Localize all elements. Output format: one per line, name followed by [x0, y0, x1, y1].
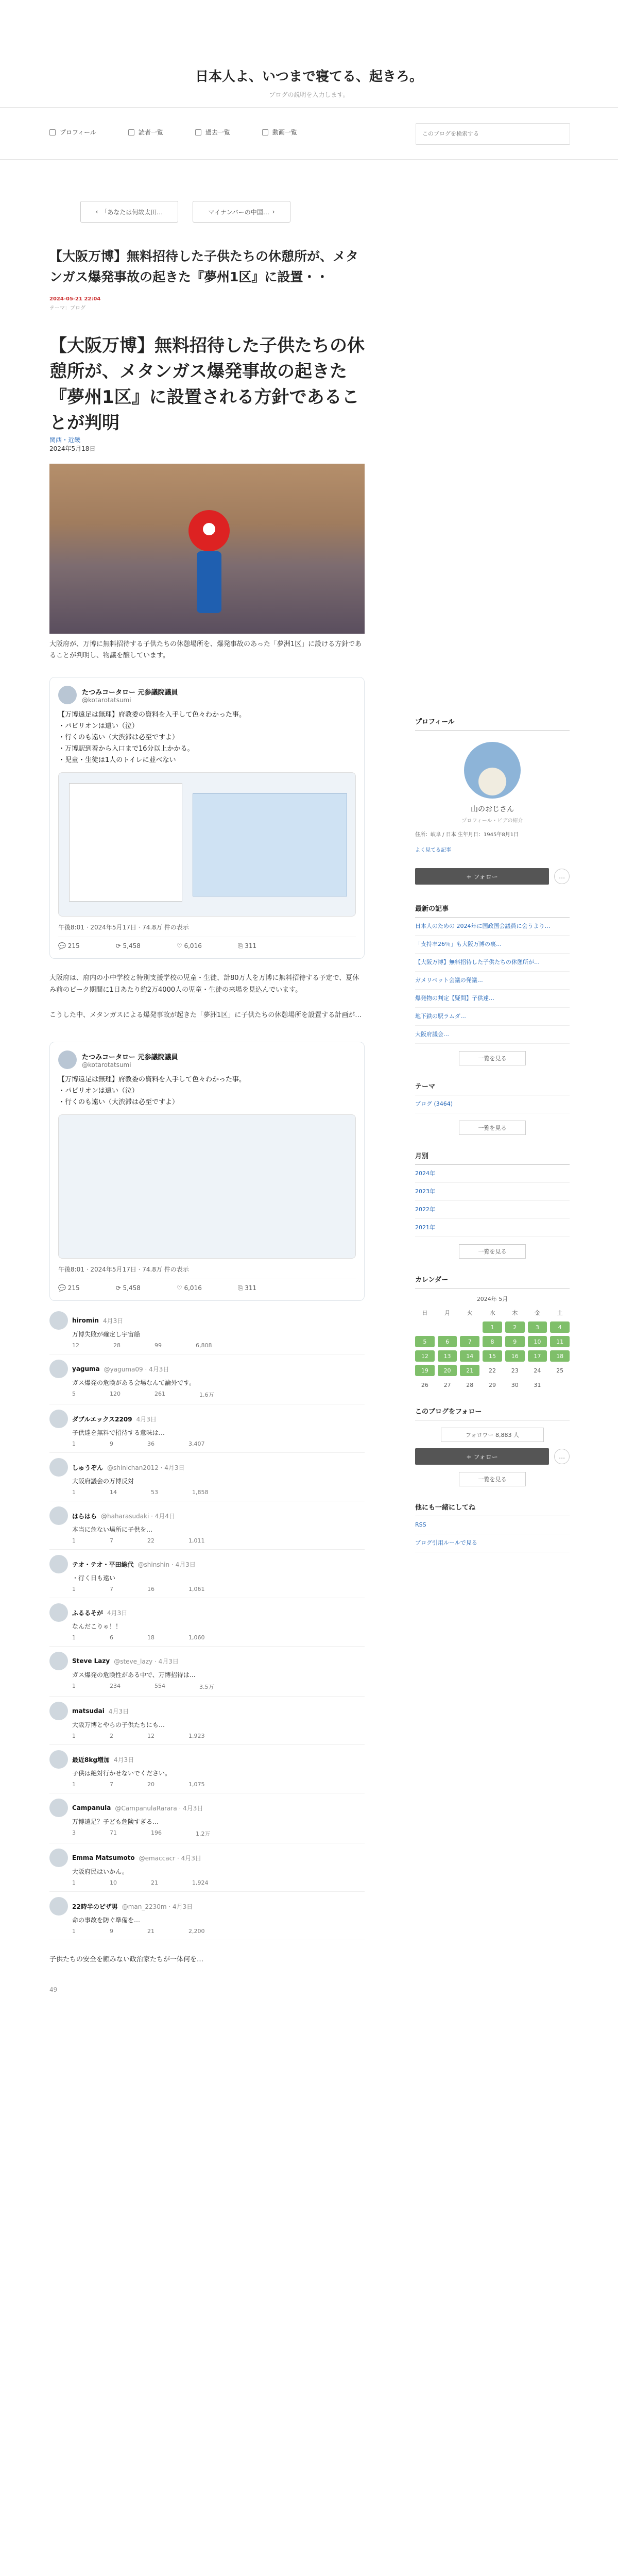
- list-item[interactable]: 「支持率26％」も大阪万博の裏…: [415, 936, 570, 954]
- list-item[interactable]: 2022年: [415, 1201, 570, 1219]
- profile-subtitle: プロフィール・ビデの紹介: [461, 818, 523, 824]
- list-item[interactable]: しゅうぞん @shinichan2012 · 4月3日 大阪府議会の万博反対 1 14 53 1,858: [49, 1453, 365, 1501]
- avatar: [49, 1897, 68, 1916]
- calendar-day[interactable]: 15: [483, 1350, 502, 1362]
- list-item[interactable]: はらはら @haharasudaki · 4月4日 本当に危ない場所に子供を… 1 7 22 1,011: [49, 1501, 365, 1550]
- chevron-left-icon: ‹: [95, 208, 98, 215]
- avatar: [49, 1410, 68, 1428]
- avatar: [49, 1652, 68, 1670]
- chevron-right-icon: ›: [272, 208, 275, 215]
- article-photo: [49, 464, 365, 634]
- list-item[interactable]: 最近8kg増加 4月3日 子供は絶対行かせないでください。 1 7 20 1,075: [49, 1745, 365, 1793]
- list-item[interactable]: 【大阪万博】無料招待した子供たちの休憩所が…: [415, 954, 570, 972]
- list-item[interactable]: Campanula @CampanulaRarara · 4月3日 万博遠足？子ども危険すぎる… 3 71 196 1.2万: [49, 1793, 365, 1843]
- publish-date: 2024年5月18日: [49, 445, 96, 452]
- calendar-day[interactable]: 28: [466, 1381, 474, 1388]
- tweet-image-map[interactable]: [58, 772, 356, 917]
- avatar: [49, 1506, 68, 1525]
- recent-list: [415, 918, 570, 1044]
- tweet-time: 午後8:01 · 2024年5月17日 · 74.8万 件の表示: [58, 924, 189, 931]
- calendar-day[interactable]: 9: [505, 1336, 525, 1347]
- calendar-title: 2024年 5月: [476, 1296, 508, 1302]
- next-entry-button[interactable]: マイナンバーの中国… ›: [193, 201, 290, 223]
- site-title[interactable]: 日本人よ、いつまで寝てる、起きろ。: [195, 69, 423, 84]
- follow-button[interactable]: + フォロー: [415, 1448, 549, 1465]
- calendar-day[interactable]: 10: [528, 1336, 547, 1347]
- calendar-weekday: 火: [467, 1310, 473, 1316]
- calendar-day[interactable]: 25: [556, 1367, 564, 1374]
- tweet-image-map[interactable]: [58, 1114, 356, 1259]
- calendar-day[interactable]: 7: [460, 1336, 479, 1347]
- calendar-day[interactable]: 14: [460, 1350, 479, 1362]
- pencil-icon: [195, 129, 201, 135]
- more-button[interactable]: 一覧を見る: [459, 1121, 526, 1135]
- avatar: [49, 1702, 68, 1720]
- calendar-day: [460, 1321, 479, 1333]
- retweet-icon[interactable]: ⟳ 5,458: [115, 942, 141, 950]
- article-title: 【大阪万博】無料招待した子供たちの休憩所が、メタンガス爆発事故の起きた『夢州1区』に設置される方針であることが判明: [49, 335, 365, 433]
- more-button[interactable]: 一覧を見る: [459, 1051, 526, 1065]
- avatar: [49, 1555, 68, 1573]
- profile-avatar[interactable]: [464, 742, 521, 799]
- archive-heading: 月別: [415, 1150, 570, 1165]
- avatar: [49, 1750, 68, 1769]
- reply-list: [49, 1306, 365, 1940]
- article-paragraph: 子供たちの安全を顧みない政治家たちが一体何を…: [49, 1956, 204, 1963]
- calendar-day[interactable]: 11: [550, 1336, 570, 1347]
- more-button[interactable]: 一覧を見る: [459, 1244, 526, 1259]
- retweet-icon[interactable]: ⟳ 5,458: [115, 1284, 141, 1292]
- avatar: [49, 1603, 68, 1622]
- profile-heading: プロフィール: [415, 716, 570, 731]
- calendar-day[interactable]: 18: [550, 1350, 570, 1362]
- entry-date: 2024-05-21 22:04: [49, 296, 101, 302]
- sidebar: [415, 716, 570, 1552]
- archive-list: [415, 1165, 570, 1237]
- calendar-day: [415, 1321, 435, 1333]
- calendar-weekday: 水: [489, 1310, 495, 1316]
- list-item[interactable]: ダブルエックス2209 4月3日 子供達を無料で招待する意味は… 1 9 36 3,407: [49, 1404, 365, 1453]
- heart-icon[interactable]: ♡ 6,016: [176, 1284, 202, 1292]
- site-header: [0, 0, 618, 107]
- list-item[interactable]: 大阪府議会…: [415, 1026, 570, 1044]
- avatar: [58, 686, 77, 704]
- calendar-day[interactable]: 5: [415, 1336, 435, 1347]
- list-item[interactable]: yaguma @yaguma09 · 4月3日 ガス爆発の危険がある会場なんて論外です。 5 120 261 1.6万: [49, 1354, 365, 1404]
- calendar-day[interactable]: 6: [438, 1336, 457, 1347]
- source-link[interactable]: 関西・近畿: [49, 436, 81, 444]
- rules-link[interactable]: ブログ引用ルールで見る: [415, 1534, 570, 1552]
- site-description: ブログの説明を入力します。: [269, 91, 349, 98]
- list-item[interactable]: テオ・テオ・平田総代 @shinshin · 4月3日 ・行く日も遠い 1 7 16 1,061: [49, 1550, 365, 1598]
- list-icon: [128, 129, 134, 135]
- rss-link[interactable]: RSS: [415, 1516, 570, 1534]
- avatar: [49, 1458, 68, 1477]
- list-item[interactable]: 日本人のための 2024年に国政国会議員に会うより…: [415, 918, 570, 936]
- article-paragraph: こうした中、メタンガスによる爆発事故が起きた「夢洲1区」に子供たちの休憩場所を設置する計画が…: [49, 1011, 362, 1019]
- list-item[interactable]: matsudai 4月3日 大阪万博とやらの子供たちにも… 1 2 12 1,923: [49, 1697, 365, 1745]
- tweet-actions: [58, 937, 356, 950]
- article-paragraph: 大阪府は、府内の小中学校と特別支援学校の児童・生徒、計80万人を万博に無料招待する予定で、夏休み前のピーク期間に1日あたり約2万4000人の児童・生徒の来場を見込んでいます。: [49, 974, 359, 994]
- user-icon: [49, 129, 56, 135]
- avatar: [49, 1849, 68, 1867]
- prev-entry-button[interactable]: ‹ 「あなたは何故太田…: [80, 201, 178, 223]
- followers-heading: このブログをフォロー: [415, 1406, 570, 1420]
- calendar-weekday: 木: [512, 1310, 518, 1316]
- heart-icon[interactable]: ♡ 6,016: [176, 942, 202, 950]
- calendar-day[interactable]: 13: [438, 1350, 457, 1362]
- calendar-day[interactable]: 12: [415, 1350, 435, 1362]
- list-item[interactable]: 22時半のピザ男 @man_2230m · 4月3日 命の事故を防ぐ準備を… 1 9 21 2,200: [49, 1892, 365, 1940]
- calendar-day[interactable]: 24: [534, 1367, 541, 1374]
- calendar-day: [550, 1379, 570, 1391]
- follower-count-link[interactable]: フォロワー 8,883 人: [441, 1428, 544, 1442]
- embedded-tweet[interactable]: たつみコータロー 元参議院議員 @kotarotatsumi 【万博遠足は無理】府教委の資料を入手して色々わかった事。 ・パビリオンは遠い（泣） ・行くのも遠い（大渋滞は必至ですよ） 午後8:01 · 2024年5月17日 · 74.8万 件の表示 💬 215 ⟳ 5,458 ♡ 6,016 ⎘ 311: [49, 1042, 365, 1301]
- calendar-day[interactable]: 30: [511, 1381, 519, 1388]
- calendar-day[interactable]: 21: [460, 1365, 479, 1376]
- calendar-day[interactable]: 1: [483, 1321, 502, 1333]
- avatar: [49, 1360, 68, 1378]
- main-content: [49, 246, 365, 1993]
- profile-link[interactable]: よく見てる記事: [415, 848, 451, 853]
- bookmark-icon[interactable]: ⎘ 311: [237, 942, 257, 950]
- calendar-day[interactable]: 4: [550, 1321, 570, 1333]
- calendar-weekday: 日: [422, 1310, 428, 1316]
- list-item[interactable]: 爆発物の判定【疑問】子供達…: [415, 990, 570, 1008]
- list-item[interactable]: ふるるそが 4月3日 なんだこりゃ！！ 1 6 18 1,060: [49, 1598, 365, 1647]
- calendar-day[interactable]: 27: [443, 1381, 451, 1388]
- profile-name[interactable]: 山のおじさん: [471, 805, 514, 814]
- tweet-time: 午後8:01 · 2024年5月17日 · 74.8万 件の表示: [58, 1266, 189, 1273]
- calendar-day[interactable]: 20: [438, 1365, 457, 1376]
- calendar-weekday: 金: [534, 1310, 540, 1316]
- tweet-body: 【万博遠足は無理】府教委の資料を入手して色々わかった事。 ・パビリオンは遠い（泣） ・行くのも遠い（大渋滞は必至ですよ）: [58, 1076, 246, 1106]
- calendar-day: [438, 1321, 457, 1333]
- reply-icon[interactable]: 💬 215: [58, 1284, 80, 1292]
- entry-pager: [0, 201, 371, 223]
- nav-item-readers[interactable]: 読者一覧: [128, 128, 163, 137]
- extra-heading: 他にも一緒にしてね: [415, 1502, 570, 1516]
- entry-title[interactable]: 【大阪万博】無料招待した子供たちの休憩所が、メタンガス爆発事故の起きた『夢州1区』に設置・・: [49, 249, 359, 284]
- calendar-weekday: 土: [557, 1310, 563, 1316]
- recent-heading: 最新の記事: [415, 903, 570, 918]
- calendar-day[interactable]: 29: [488, 1381, 496, 1388]
- calendar-weekday: 月: [444, 1310, 451, 1316]
- more-options-button[interactable]: …: [554, 869, 570, 884]
- nav-item-archive[interactable]: 過去一覧: [195, 128, 230, 137]
- calendar-day[interactable]: 22: [488, 1367, 496, 1374]
- tweet-body: 【万博遠足は無理】府教委の資料を入手して色々わかった事。 ・パビリオンは遠い（泣） ・行くのも遠い（大渋滞は必至ですよ） ・万博駅到着から入口まで16分以上かかる。 ・児童・生徒は1人のトイレに並べない: [58, 711, 246, 764]
- list-item[interactable]: Steve Lazy @steve_lazy · 4月3日 ガス爆発の危険性がある中で、万博招待は… 1 234 554 3.5万: [49, 1647, 365, 1697]
- avatar: [49, 1311, 68, 1330]
- follow-button[interactable]: + フォロー: [415, 868, 549, 885]
- nav-menu: [49, 128, 297, 137]
- list-item[interactable]: 2024年: [415, 1165, 570, 1183]
- calendar-heading: カレンダー: [415, 1274, 570, 1289]
- calendar: [415, 1295, 570, 1391]
- bookmark-icon[interactable]: ⎘ 311: [237, 1284, 257, 1292]
- calendar-day[interactable]: 3: [528, 1321, 547, 1333]
- entry-category[interactable]: テーマ：ブログ: [49, 306, 85, 311]
- nav-item-videos[interactable]: 動画一覧: [262, 128, 297, 137]
- list-item[interactable]: hiromin 4月3日 万博失敗が確定し宇宙船 12 28 99 6,808: [49, 1306, 365, 1354]
- calendar-day[interactable]: 19: [415, 1365, 435, 1376]
- photo-caption: 大阪府が、万博に無料招待する子供たちの休憩場所を、爆発事故のあった「夢洲1区」に設ける方針であることが判明し、物議を醸しています。: [49, 640, 362, 659]
- navbar: [0, 107, 618, 160]
- calendar-day[interactable]: 2: [505, 1321, 525, 1333]
- list-item[interactable]: Emma Matsumoto @emaccacr · 4月3日 大阪府民はいかん。 1 10 21 1,924: [49, 1843, 365, 1892]
- video-icon: [262, 129, 268, 135]
- theme-heading: テーマ: [415, 1081, 570, 1095]
- nav-item-profile[interactable]: プロフィール: [49, 128, 96, 137]
- embedded-tweet[interactable]: たつみコータロー 元参議院議員 @kotarotatsumi 【万博遠足は無理】府教委の資料を入手して色々わかった事。 ・パビリオンは遠い（泣） ・行くのも遠い（大渋滞は必至ですよ） ・万博駅到着から入口まで16分以上かかる。 ・児童・生徒は1人のトイレに並べない 午後8:01 · 2024年5月17日 · 74.8万 件の表示 💬 215 ⟳ 5,458 ♡ 6,016 ⎘ 311: [49, 677, 365, 959]
- tweet-actions: [58, 1279, 356, 1292]
- calendar-day[interactable]: 17: [528, 1350, 547, 1362]
- list-item[interactable]: 2023年: [415, 1183, 570, 1201]
- more-options-button[interactable]: …: [554, 1449, 570, 1464]
- profile-bio: 住所：岐阜 / 日本 生年月日：1945年8月1日: [415, 832, 519, 838]
- search-input[interactable]: [416, 123, 570, 145]
- theme-item[interactable]: ブログ (3464): [415, 1095, 570, 1113]
- page-number: 49: [49, 1986, 58, 1993]
- calendar-day[interactable]: 23: [511, 1367, 519, 1374]
- more-button[interactable]: 一覧を見る: [459, 1472, 526, 1486]
- calendar-day[interactable]: 8: [483, 1336, 502, 1347]
- calendar-day[interactable]: 31: [534, 1381, 541, 1388]
- calendar-day[interactable]: 26: [421, 1381, 428, 1388]
- list-item[interactable]: 地下鉄の駅ラムダ…: [415, 1008, 570, 1026]
- reply-icon[interactable]: 💬 215: [58, 942, 80, 950]
- calendar-grid: [415, 1307, 570, 1391]
- list-item[interactable]: 2021年: [415, 1219, 570, 1237]
- list-item[interactable]: ガメリベット会議の発議…: [415, 972, 570, 990]
- avatar: [49, 1799, 68, 1817]
- calendar-day[interactable]: 16: [505, 1350, 525, 1362]
- avatar: [58, 1050, 77, 1069]
- entry-meta: [49, 295, 365, 313]
